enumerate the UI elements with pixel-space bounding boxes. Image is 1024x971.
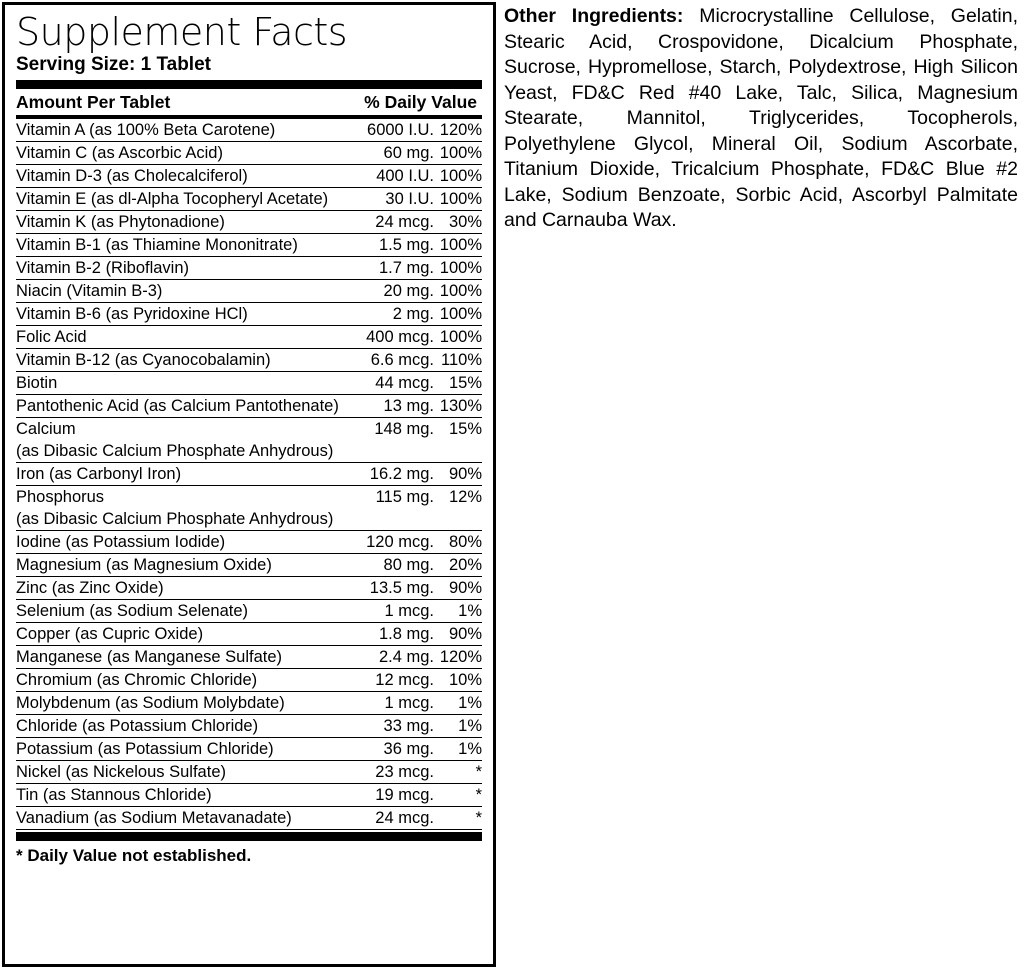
nutrient-source: (as Dibasic Calcium Phosphate Anhydrous) [16,508,342,531]
table-row [16,600,482,623]
nutrient-amount: 6.6 mcg. [342,349,434,372]
nutrient-name: Selenium (as Sodium Selenate) [16,600,342,623]
nutrient-table [16,119,482,830]
nutrient-daily-value: 20% [434,554,482,577]
nutrient-name: Chromium (as Chromic Chloride) [16,669,342,692]
nutrient-amount: 148 mg. [374,420,434,438]
nutrient-daily-value: 1% [434,600,482,623]
nutrient-name: Vitamin B-12 (as Cyanocobalamin) [16,349,342,372]
nutrient-daily-value: * [434,784,482,807]
spacer-cell [434,508,482,531]
nutrient-daily-value: 130% [434,395,482,418]
divider-thick-bottom [16,832,482,841]
nutrient-daily-value: 100% [434,165,482,188]
spacer-cell [342,508,434,531]
nutrient-daily-value: 100% [434,142,482,165]
nutrient-name: Vanadium (as Sodium Metavanadate) [16,807,342,830]
divider-thick-top [16,80,482,89]
table-row [16,211,482,234]
nutrient-amount: 1 mcg. [342,692,434,715]
nutrient-amount: 1.5 mg. [342,234,434,257]
nutrient-amount: 6000 I.U. [342,119,434,142]
table-row [16,349,482,372]
table-row [16,188,482,211]
nutrient-name: Vitamin D-3 (as Cholecalciferol) [16,165,342,188]
table-row [16,326,482,349]
nutrient-daily-value: 15% [434,372,482,395]
nutrient-amount: 400 mcg. [342,326,434,349]
nutrient-amount: 120 mcg. [342,531,434,554]
nutrient-name: Vitamin B-2 (Riboflavin) [16,257,342,280]
nutrient-amount: 1 mcg. [342,600,434,623]
nutrient-daily-value: 12% [448,488,482,506]
nutrient-name: Manganese (as Manganese Sulfate) [16,646,342,669]
other-ingredients-panel [498,0,1024,971]
nutrient-daily-value: 100% [434,280,482,303]
nutrient-amount: 2.4 mg. [342,646,434,669]
nutrient-name: Vitamin A (as 100% Beta Carotene) [16,119,342,142]
nutrient-amount: 24 mcg. [342,211,434,234]
nutrient-name: Molybdenum (as Sodium Molybdate) [16,692,342,715]
nutrient-daily-value: 100% [434,257,482,280]
spacer-cell [342,440,434,463]
nutrient-amount: 60 mg. [342,142,434,165]
nutrient-amount: 13.5 mg. [342,577,434,600]
other-ingredients-text [504,4,1018,234]
nutrient-name: Niacin (Vitamin B-3) [16,280,342,303]
table-row [16,761,482,784]
nutrient-source: (as Dibasic Calcium Phosphate Anhydrous) [16,440,342,463]
nutrient-daily-value: 120% [434,646,482,669]
table-row [16,554,482,577]
nutrient-name: Vitamin B-1 (as Thiamine Mononitrate) [16,234,342,257]
nutrient-name: Vitamin C (as Ascorbic Acid) [16,142,342,165]
nutrient-amount: 16.2 mg. [342,463,434,486]
table-row [16,715,482,738]
nutrient-daily-value: 100% [434,188,482,211]
supplement-facts-panel [0,0,498,971]
table-row [16,463,482,486]
page-title: Supplement Facts [16,10,348,54]
table-row [16,280,482,303]
footnote: * Daily Value not established. [16,846,252,865]
nutrient-name: Vitamin B-6 (as Pyridoxine HCl) [16,303,342,326]
nutrient-name: Copper (as Cupric Oxide) [16,623,342,646]
nutrient-amount: 30 I.U. [342,188,434,211]
nutrient-amount: 20 mg. [342,280,434,303]
nutrient-daily-value: 90% [434,463,482,486]
nutrient-name: Nickel (as Nickelous Sulfate) [16,761,342,784]
table-row [16,784,482,807]
other-ingredients-label: Other Ingredients: [504,5,684,27]
nutrient-amount: 24 mcg. [342,807,434,830]
table-row [16,669,482,692]
nutrient-daily-value: 90% [434,623,482,646]
table-row [16,418,482,441]
nutrient-amount: 12 mcg. [342,669,434,692]
nutrient-amount: 23 mcg. [342,761,434,784]
nutrient-daily-value: * [434,807,482,830]
nutrient-daily-value: * [434,761,482,784]
supplement-facts-box [2,2,496,967]
amount-per-tablet-header: Amount Per Tablet [16,92,171,112]
other-ingredients-body: Microcrystalline Cellulose, Gelatin, Stearic Acid, Crospovidone, Dicalcium Phosphate, Sucrose, Hypromellose, Starch, Polydextrose, High Silicon Yeast, FD&C Red #40 Lake, Talc, Silica, Magnesium Stearate, Mannitol, Triglycerides, Tocopherols, Polyethylene Glycol, Mineral Oil, Sodium Ascorbate, Titanium Dioxide, Tricalcium Phosphate, FD&C Blue #2 Lake, Sodium Benzoate, Sorbic Acid, Ascorbyl Palmitate and Carnauba Wax. [504,5,1018,231]
nutrient-daily-value: 30% [434,211,482,234]
nutrient-amount: 13 mg. [342,395,434,418]
nutrient-amount: 115 mg. [375,488,434,506]
nutrient-name: Potassium (as Potassium Chloride) [16,738,342,761]
daily-value-header: % Daily Value [364,92,477,112]
nutrient-daily-value: 100% [434,234,482,257]
table-row [16,234,482,257]
serving-size: Serving Size: 1 Tablet [16,54,211,75]
nutrient-daily-value: 110% [434,349,482,372]
nutrient-name: Chloride (as Potassium Chloride) [16,715,342,738]
table-row [16,646,482,669]
nutrient-name: Vitamin K (as Phytonadione) [16,211,342,234]
nutrient-amount: 36 mg. [342,738,434,761]
nutrient-daily-value: 10% [434,669,482,692]
nutrient-amount: 2 mg. [342,303,434,326]
nutrient-name: Biotin [16,372,342,395]
nutrient-daily-value: 1% [434,692,482,715]
nutrient-name: Iron (as Carbonyl Iron) [16,463,342,486]
nutrient-amount: 80 mg. [342,554,434,577]
table-row-sub [16,508,482,531]
spacer-cell [434,440,482,463]
table-row [16,623,482,646]
nutrient-name: Zinc (as Zinc Oxide) [16,577,342,600]
nutrient-daily-value: 100% [434,303,482,326]
table-row [16,692,482,715]
table-row [16,142,482,165]
table-row [16,577,482,600]
nutrient-name: Tin (as Stannous Chloride) [16,784,342,807]
nutrient-daily-value: 100% [434,326,482,349]
nutrient-name: Folic Acid [16,326,342,349]
table-row [16,372,482,395]
nutrient-name: Phosphorus [16,488,105,506]
nutrient-amount: 1.8 mg. [342,623,434,646]
table-row [16,119,482,142]
nutrient-daily-value: 1% [434,715,482,738]
nutrient-amount: 1.7 mg. [342,257,434,280]
table-row [16,303,482,326]
table-row-sub [16,440,482,463]
nutrient-daily-value: 90% [434,577,482,600]
table-row [16,486,482,509]
table-row [16,257,482,280]
nutrient-name: Iodine (as Potassium Iodide) [16,531,342,554]
nutrient-amount: 400 I.U. [342,165,434,188]
table-row [16,531,482,554]
nutrient-daily-value: 15% [448,420,482,438]
table-row [16,165,482,188]
nutrient-amount: 33 mg. [342,715,434,738]
nutrient-name: Vitamin E (as dl-Alpha Tocopheryl Acetate) [16,188,342,211]
nutrient-amount: 19 mcg. [342,784,434,807]
table-row [16,395,482,418]
nutrient-daily-value: 120% [434,119,482,142]
nutrient-name: Pantothenic Acid (as Calcium Pantothenate) [16,395,342,418]
nutrient-daily-value: 1% [434,738,482,761]
nutrient-name: Calcium [16,420,76,438]
table-row [16,807,482,830]
nutrient-daily-value: 80% [434,531,482,554]
nutrient-amount: 44 mcg. [342,372,434,395]
table-row [16,738,482,761]
table-header-row [16,89,482,115]
nutrient-name: Magnesium (as Magnesium Oxide) [16,554,342,577]
